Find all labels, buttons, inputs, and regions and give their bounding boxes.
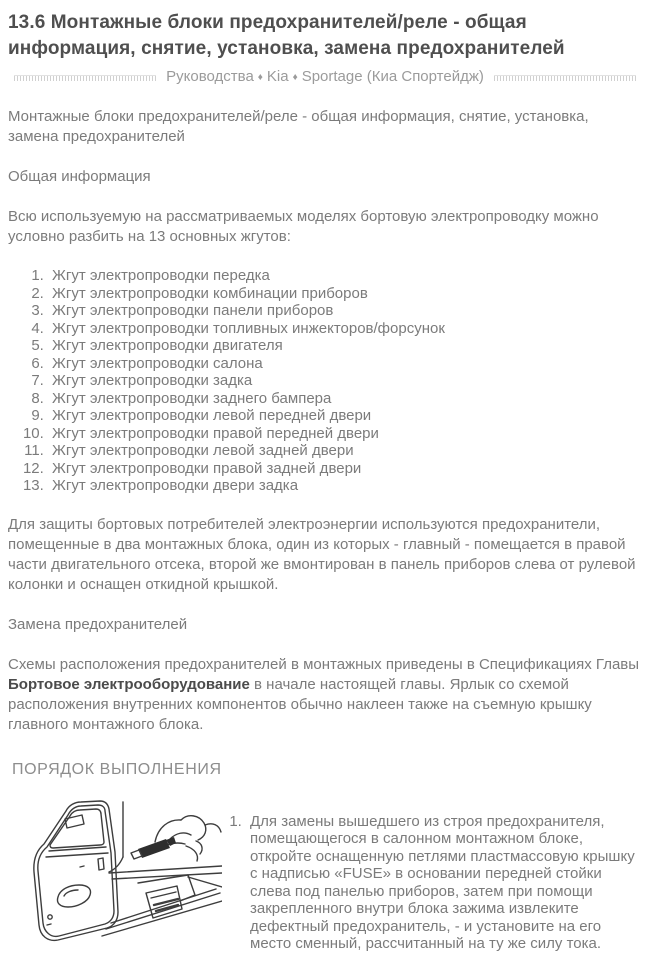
breadcrumb-link-kia[interactable]: Kia <box>266 68 289 85</box>
general-info-heading: Общая информация <box>8 168 151 185</box>
page-header <box>8 10 642 85</box>
intro-paragraph: Монтажные блоки предохранителей/реле - общая информация, снятие, установка, замена предохранителей <box>8 108 589 145</box>
harness-list-item: 7. Жгут электропроводки задка <box>48 372 642 390</box>
harness-list-item: 11. Жгут электропроводки левой задней двери <box>48 442 642 460</box>
procedure-steps <box>222 813 642 953</box>
harness-list-item: 2. Жгут электропроводки комбинации приборов <box>48 285 642 303</box>
hand-tool-group <box>131 815 221 860</box>
harness-list-item: 5. Жгут электропроводки двигателя <box>48 337 642 355</box>
article-body <box>8 107 642 965</box>
harness-list-item: 10. Жгут электропроводки правой передней двери <box>48 425 642 443</box>
harness-list-item: 13. Жгут электропроводки двери задка <box>48 477 642 495</box>
procedure-heading: ПОРЯДОК ВЫПОЛНЕНИЯ <box>12 760 222 778</box>
schemes-paragraph <box>8 655 642 735</box>
breadcrumb-links <box>162 68 488 85</box>
breadcrumb-link-manuals[interactable]: Руководства <box>166 68 254 85</box>
breadcrumb-link-sportage[interactable]: Sportage (Киа Спортейдж) <box>301 68 484 85</box>
harness-list-item: 6. Жгут электропроводки салона <box>48 355 642 373</box>
procedure-step: 1. Для замены вышедшего из строя предохранителя, помещающегося в салонном монтажном блоке, откройте оснащенную петлями пластмассовую крышку с надписью «FUSE» в основании передней стойки слева под панелью приборов, затем при помощи закрепленного внутри блока зажима извлеките дефектный предохранитель, - и установите на его место сменный, рассчитанный на ту же силу тока. <box>246 813 642 953</box>
harness-list-item: 9. Жгут электропроводки левой передней двери <box>48 407 642 425</box>
breadcrumb-right-rule <box>494 75 636 81</box>
harness-list-item: 1. Жгут электропроводки передка <box>48 267 642 285</box>
schemes-text-after: в начале настоящей главы. Ярлык со схемой расположения внутренних компонентов обычно наклеен также на съемную крышку главного монтажного блока. <box>8 675 592 733</box>
breadcrumb-left-rule <box>14 75 156 81</box>
fuse-replacement-heading: Замена предохранителей <box>8 615 188 633</box>
car-door-fuse-puller-icon <box>20 797 222 965</box>
fuse-removal-illustration <box>20 797 222 965</box>
door-group <box>34 801 118 940</box>
harness-list-item: 12. Жгут электропроводки правой задней двери <box>48 460 642 478</box>
harness-list-item: 3. Жгут электропроводки панели приборов <box>48 302 642 320</box>
breadcrumb <box>8 68 642 85</box>
breadcrumb-separator-icon: ♦ <box>292 72 298 83</box>
breadcrumb-separator-icon: ♦ <box>257 72 263 83</box>
page-title: 13.6 Монтажные блоки предохранителей/реле - общая информация, снятие, установка, замена предохранителей <box>8 12 565 59</box>
chapter-reference-bold: Бортовое электрооборудование <box>8 675 250 693</box>
harness-list-item: 4. Жгут электропроводки топливных инжекторов/форсунок <box>48 320 642 338</box>
harness-list <box>8 267 642 495</box>
harness-list-item: 8. Жгут электропроводки заднего бампера <box>48 390 642 408</box>
schemes-text-before: Схемы расположения предохранителей в монтажных приведены в Спецификациях Главы <box>8 655 640 673</box>
harness-lead-paragraph: Всю используемую на рассматриваемых моделях бортовую электропроводку можно условно разбить на 13 основных жгутов: <box>8 208 599 245</box>
procedure-step-row <box>8 797 642 965</box>
fuse-blocks-paragraph: Для защиты бортовых потребителей электроэнергии используются предохранители, помещенные в два монтажных блока, один из которых - главный - помещается в правой части двигательного отсека, второй же вмонтирован в панель приборов слева от рулевой колонки и оснащен откидной крышкой. <box>8 515 636 593</box>
